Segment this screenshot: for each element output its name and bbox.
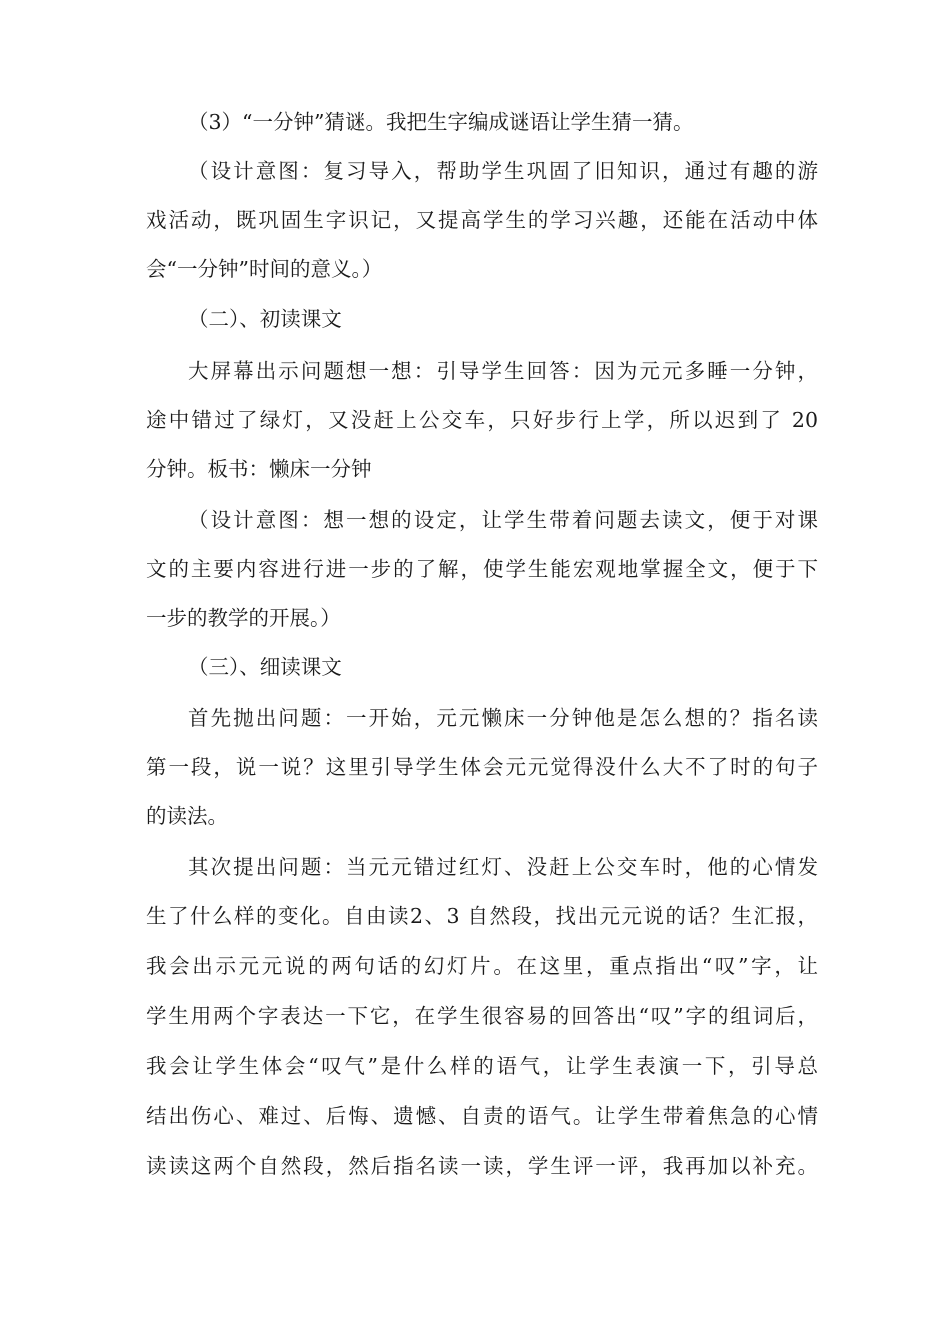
text-line: （设计意图：想一想的设定，让学生带着问题去读文，便于对课 <box>188 508 818 532</box>
text-line: 一步的教学的开展。） <box>146 606 341 630</box>
text-line: 生了什么样的变化。自由读2、3 自然段，找出元元说的话？生汇报， <box>146 904 818 928</box>
text-line: 戏活动，既巩固生字识记，又提高学生的学习兴趣，还能在活动中体 <box>146 208 818 232</box>
text-line: （3）“一分钟”猜谜。我把生字编成谜语让学生猜一猜。 <box>188 110 694 134</box>
text-line: 分钟。板书：懒床一分钟 <box>146 457 372 481</box>
text-line: 大屏幕出示问题想一想：引导学生回答：因为元元多睡一分钟， <box>188 359 818 383</box>
text-line: 的读法。 <box>146 804 228 828</box>
text-line: 读读这两个自然段，然后指名读一读，学生评一评，我再加以补充。 <box>146 1154 818 1178</box>
text-line: 我会出示元元说的两句话的幻灯片。在这里，重点指出“叹”字，让 <box>146 954 818 978</box>
text-line: 我会让学生体会“叹气”是什么样的语气，让学生表演一下，引导总 <box>146 1054 818 1078</box>
text-line: 途中错过了绿灯，又没赶上公交车，只好步行上学，所以迟到了 20 <box>146 408 818 432</box>
text-line: 文的主要内容进行进一步的了解，使学生能宏观地掌握全文，便于下 <box>146 557 818 581</box>
text-line: 其次提出问题：当元元错过红灯、没赶上公交车时，他的心情发 <box>188 855 818 879</box>
text-line: 第一段，说一说？这里引导学生体会元元觉得没什么大不了时的句子 <box>146 755 818 779</box>
text-line: 学生用两个字表达一下它，在学生很容易的回答出“叹”字的组词后， <box>146 1004 818 1028</box>
text-line: （设计意图：复习导入，帮助学生巩固了旧知识，通过有趣的游 <box>188 159 818 183</box>
text-line: 结出伤心、难过、后悔、遗憾、自责的语气。让学生带着焦急的心情 <box>146 1104 818 1128</box>
text-line: 会“一分钟”时间的意义。） <box>146 257 383 281</box>
section-heading: （二）、初读课文 <box>188 307 342 331</box>
text-line: 首先抛出问题：一开始，元元懒床一分钟他是怎么想的？指名读 <box>188 706 818 730</box>
section-heading: （三）、细读课文 <box>188 655 342 679</box>
